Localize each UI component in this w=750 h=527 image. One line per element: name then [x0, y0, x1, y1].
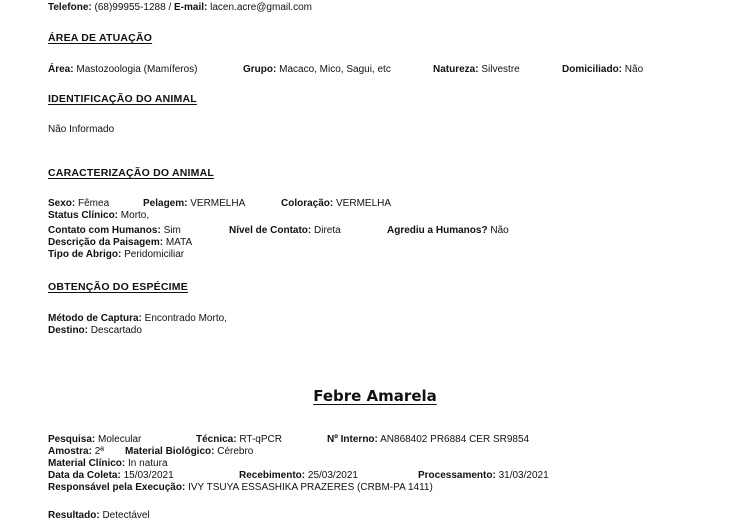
responsavel-execucao-field: Responsável pela Execução: IVY TSUYA ESSASHIKA PRAZERES (CRBM-PA 1411)	[48, 482, 433, 493]
data-coleta-field: Data da Coleta: 15/03/2021	[48, 470, 174, 481]
material-clinico-field: Material Clínico: In natura	[48, 458, 168, 469]
email-value: lacen.acre@gmail.com	[210, 2, 312, 13]
natureza-field: Natureza: Silvestre	[433, 64, 520, 75]
tecnica-field: Técnica: RT-qPCR	[196, 434, 282, 445]
identificacao-value: Não Informado	[48, 124, 115, 135]
identificacao-heading: IDENTIFICAÇÃO DO ANIMAL	[48, 93, 197, 105]
descricao-paisagem-field: Descrição da Paisagem: MATA	[48, 237, 193, 248]
grupo-field: Grupo: Macaco, Mico, Sagui, etc	[243, 64, 391, 75]
exam-title: Febre Amarela	[313, 387, 437, 405]
email-label: E-mail:	[174, 2, 208, 13]
domiciliado-field: Domiciliado: Não	[562, 64, 644, 75]
destino-field: Destino: Descartado	[48, 325, 142, 336]
metodo-captura-field: Método de Captura: Encontrado Morto,	[48, 313, 227, 324]
phone-label: Telefone:	[48, 2, 92, 13]
status-clinico-field: Status Clínico: Morto,	[48, 210, 150, 221]
area-atuacao-heading: ÁREA DE ATUAÇÃO	[48, 32, 153, 44]
recebimento-field: Recebimento: 25/03/2021	[239, 470, 358, 481]
caracterizacao-heading: CARACTERIZAÇÃO DO ANIMAL	[48, 167, 214, 179]
tipo-abrigo-field: Tipo de Abrigo: Peridomiciliar	[48, 249, 185, 260]
contact-separator: /	[168, 2, 172, 13]
pelagem-field: Pelagem: VERMELHA	[143, 198, 246, 209]
agrediu-humanos-field: Agrediu a Humanos? Não	[387, 225, 509, 236]
amostra-field: Amostra: 2ª	[48, 446, 104, 457]
contact-line	[48, 2, 312, 14]
nivel-contato-field: Nível de Contato: Direta	[229, 225, 341, 236]
sexo-field: Sexo: Fêmea	[48, 198, 110, 209]
numero-interno-field: Nº Interno: AN868402 PR6884 CER SR9854	[327, 434, 530, 445]
processamento-field: Processamento: 31/03/2021	[418, 470, 549, 481]
material-biologico-field: Material Biológico: Cérebro	[125, 446, 254, 457]
pesquisa-field: Pesquisa: Molecular	[48, 434, 142, 445]
area-field: Área: Mastozoologia (Mamíferos)	[48, 64, 198, 75]
phone-value: (68)99955-1288	[94, 2, 166, 13]
contato-humanos-field: Contato com Humanos: Sim	[48, 225, 181, 236]
coloracao-field: Coloração: VERMELHA	[281, 198, 392, 209]
resultado-field: Resultado: Detectável	[48, 510, 150, 521]
obtencao-heading: OBTENÇÃO DO ESPÉCIME	[48, 281, 188, 293]
